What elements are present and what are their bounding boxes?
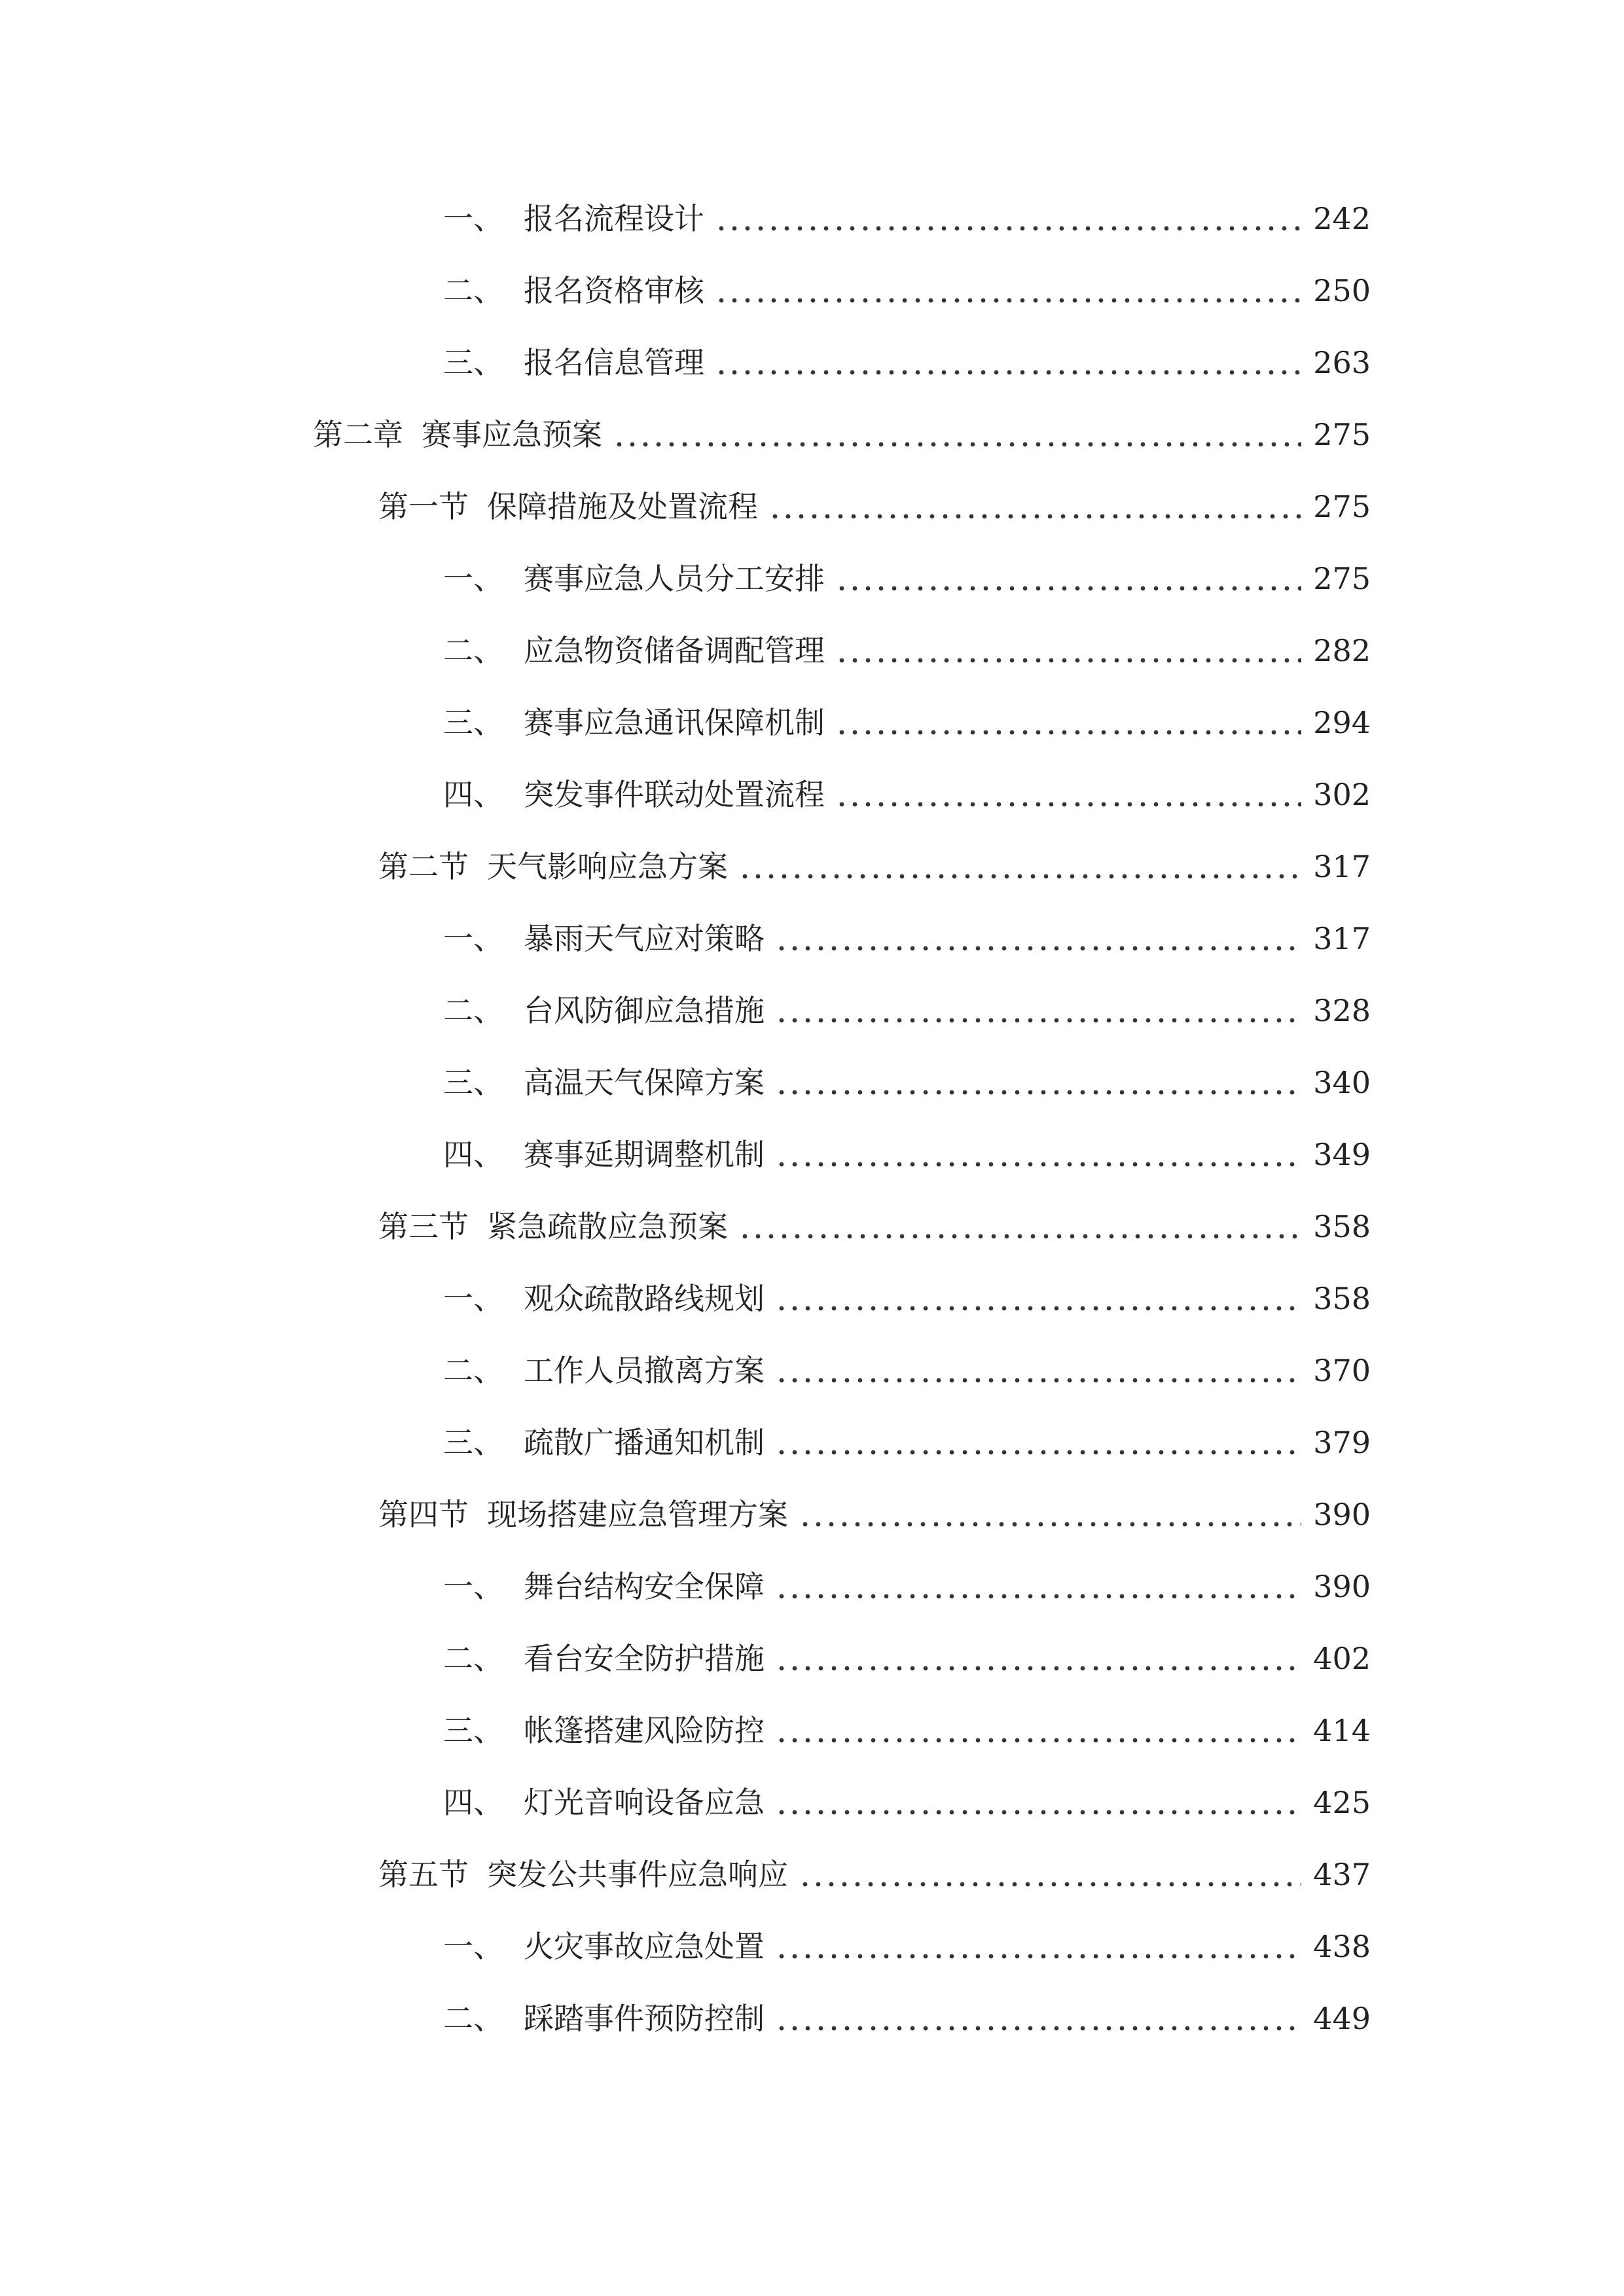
toc-entry[interactable] [443,1704,1371,1757]
toc-entry-number: 二、 [443,633,503,668]
dot-leader [775,1704,1301,1757]
toc-entry-page: 390 [1313,1497,1371,1532]
dot-leader [775,1416,1301,1469]
toc-entry-section[interactable] [378,1200,1371,1253]
toc-entry-section[interactable] [378,1488,1371,1541]
toc-entry-page: 402 [1313,1641,1371,1676]
dot-leader [799,1848,1301,1901]
toc-entry-title: 火灾事故应急处置 [524,1929,765,1964]
toc-entry-number: 二、 [443,273,503,308]
toc-entry-page: 317 [1313,921,1371,956]
toc-entry[interactable] [443,264,1371,317]
toc-entry-number: 一、 [443,561,503,596]
toc-entry-number: 四、 [443,777,503,812]
toc-entry-number: 三、 [443,1713,503,1748]
toc-entry-title: 紧急疏散应急预案 [487,1209,728,1244]
dot-leader [775,1128,1301,1181]
toc-entry-page: 349 [1313,1137,1371,1172]
toc-entry[interactable] [443,624,1371,677]
toc-entry-number: 第五节 [378,1857,469,1892]
dot-leader [835,552,1301,605]
toc-entry-title: 看台安全防护措施 [524,1641,765,1676]
toc-entry-title: 工作人员撤离方案 [524,1353,765,1388]
toc-entry-title: 应急物资储备调配管理 [524,633,825,668]
toc-entry-title: 踩踏事件预防控制 [524,2001,765,2036]
toc-entry-title: 突发事件联动处置流程 [524,777,825,812]
toc-entry-number: 二、 [443,993,503,1028]
toc-entry-title: 舞台结构安全保障 [524,1569,765,1604]
toc-entry-number: 三、 [443,705,503,740]
toc-entry-title: 赛事应急预案 [422,417,602,452]
toc-entry[interactable] [443,192,1371,245]
toc-entry-number: 一、 [443,201,503,236]
toc-entry-title: 天气影响应急方案 [487,849,728,884]
toc-entry-page: 414 [1313,1713,1371,1748]
toc-entry-page: 449 [1313,2001,1371,2036]
toc-entry-number: 四、 [443,1785,503,1820]
toc-entry-title: 赛事延期调整机制 [524,1137,765,1172]
toc-entry[interactable] [443,1056,1371,1109]
toc-entry[interactable] [443,1416,1371,1469]
dot-leader [835,768,1301,821]
toc-entry-page: 425 [1313,1785,1371,1820]
dot-leader [835,624,1301,677]
toc-entry-number: 四、 [443,1137,503,1172]
dot-leader [775,912,1301,965]
toc-entry-number: 第三节 [378,1209,469,1244]
toc-entry-section[interactable] [378,1848,1371,1901]
toc-entry[interactable] [443,1344,1371,1397]
dot-leader [799,1488,1301,1541]
toc-entry-page: 437 [1313,1857,1371,1892]
toc-entry-page: 275 [1313,561,1371,596]
toc-entry[interactable] [443,1560,1371,1613]
toc-entry-page: 390 [1313,1569,1371,1604]
dot-leader [715,192,1301,245]
toc-entry[interactable] [443,984,1371,1037]
toc-entry-page: 250 [1313,273,1371,308]
toc-entry-title: 高温天气保障方案 [524,1065,765,1100]
toc-entry[interactable] [443,768,1371,821]
toc-entry-number: 一、 [443,921,503,956]
toc-entry-title: 报名流程设计 [524,201,704,236]
dot-leader [738,1200,1301,1253]
toc-entry-title: 灯光音响设备应急 [524,1785,765,1820]
toc-entry-page: 317 [1313,849,1371,884]
toc-entry-page: 242 [1313,201,1371,236]
toc-entry[interactable] [443,1776,1371,1829]
toc-entry-number: 二、 [443,1353,503,1388]
toc-entry-title: 赛事应急人员分工安排 [524,561,825,596]
toc-entry-number: 三、 [443,345,503,380]
toc-entry-page: 358 [1313,1209,1371,1244]
dot-leader [835,696,1301,749]
dot-leader [613,408,1301,461]
dot-leader [775,1920,1301,1973]
toc-entry-number: 第二节 [378,849,469,884]
dot-leader [775,1344,1301,1397]
dot-leader [775,1632,1301,1685]
toc-entry-page: 263 [1313,345,1371,380]
dot-leader [775,984,1301,1037]
dot-leader [775,1056,1301,1109]
toc-entry-section[interactable] [378,480,1371,533]
toc-entry[interactable] [443,1632,1371,1685]
dot-leader [715,264,1301,317]
toc-entry[interactable] [443,336,1371,389]
toc-entry-page: 370 [1313,1353,1371,1388]
dot-leader [775,1272,1301,1325]
toc-entry-page: 340 [1313,1065,1371,1100]
toc-entry[interactable] [443,1992,1371,2045]
toc-entry-title: 暴雨天气应对策略 [524,921,765,956]
toc-entry-page: 438 [1313,1929,1371,1964]
toc-entry-title: 报名资格审核 [524,273,704,308]
toc-entry-section[interactable] [378,840,1371,893]
toc-entry-page: 358 [1313,1281,1371,1316]
dot-leader [775,1560,1301,1613]
toc-entry-number: 一、 [443,1929,503,1964]
toc-entry-title: 保障措施及处置流程 [487,489,758,524]
toc-entry-title: 帐篷搭建风险防控 [524,1713,765,1748]
toc-entry-title: 报名信息管理 [524,345,704,380]
toc-entry[interactable] [443,552,1371,605]
dot-leader [775,1992,1301,2045]
toc-entry-title: 赛事应急通讯保障机制 [524,705,825,740]
toc-entry-number: 第二章 [313,417,403,452]
toc-entry-page: 275 [1313,417,1371,452]
toc-entry-page: 379 [1313,1425,1371,1460]
toc-entry[interactable] [443,1272,1371,1325]
toc-entry-number: 第一节 [378,489,469,524]
toc-entry-number: 第四节 [378,1497,469,1532]
dot-leader [738,840,1301,893]
toc-entry-title: 突发公共事件应急响应 [487,1857,788,1892]
toc-entry-number: 三、 [443,1425,503,1460]
toc-entry-number: 一、 [443,1281,503,1316]
dot-leader [768,480,1301,533]
toc-entry-title: 观众疏散路线规划 [524,1281,765,1316]
toc-entry[interactable] [443,1128,1371,1181]
dot-leader [715,336,1301,389]
toc-entry-number: 二、 [443,1641,503,1676]
toc-entry-number: 三、 [443,1065,503,1100]
toc-entry[interactable] [443,1920,1371,1973]
toc-entry-number: 二、 [443,2001,503,2036]
toc-entry-page: 282 [1313,633,1371,668]
toc-entry-page: 328 [1313,993,1371,1028]
toc-entry-title: 台风防御应急措施 [524,993,765,1028]
toc-entry[interactable] [443,696,1371,749]
toc-entry-number: 一、 [443,1569,503,1604]
toc-entry-page: 294 [1313,705,1371,740]
dot-leader [775,1776,1301,1829]
toc-entry-chapter[interactable] [313,408,1371,461]
toc-entry[interactable] [443,912,1371,965]
toc-entry-title: 现场搭建应急管理方案 [487,1497,788,1532]
toc-entry-page: 275 [1313,489,1371,524]
toc-entry-page: 302 [1313,777,1371,812]
toc-entry-title: 疏散广播通知机制 [524,1425,765,1460]
